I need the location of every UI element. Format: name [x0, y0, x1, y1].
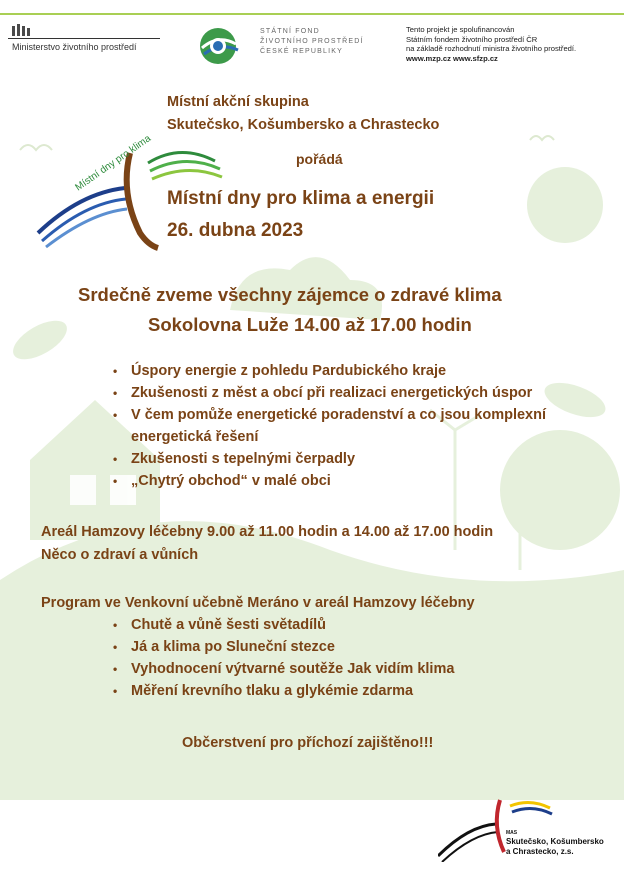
- state-fund-name: [260, 27, 364, 57]
- list-item: [113, 636, 611, 658]
- areal-hours: Areál Hamzovy léčebny 9.00 až 11.00 hodin a 14.00 až 17.00 hodin: [41, 524, 494, 540]
- program-item-text: Chutě a vůně šesti světadílů: [131, 617, 327, 633]
- topic-text: „Chytrý obchod“ v malé obci: [131, 473, 331, 489]
- bullet-icon: •: [113, 386, 118, 400]
- ministry-name: Ministerstvo životního prostředí: [12, 42, 137, 52]
- topic-text: Úspory energie z pohledu Pardubického kraje: [131, 363, 447, 379]
- invite-line: Srdečně zveme všechny zájemce o zdravé klima: [78, 284, 502, 305]
- bullet-icon: •: [113, 684, 118, 698]
- event-date: 26. dubna 2023: [167, 220, 304, 241]
- cofinancing-note: [406, 25, 624, 63]
- program-item-text: Já a klima po Sluneční stezce: [131, 639, 335, 655]
- cofinancing-line: Tento projekt je spolufinancován: [406, 25, 515, 34]
- cofinancing-line: na základě rozhodnutí ministra životního prostředí.: [406, 44, 577, 53]
- list-item: [113, 382, 611, 404]
- mas-footer-line: Skutečsko, Košumbersko: [506, 837, 604, 846]
- header-divider: [0, 13, 624, 15]
- program-heading: Program ve Venkovní učebně Meráno v areál Hamzovy léčebny: [41, 595, 475, 611]
- program-item-text: Měření krevního tlaku a glykémie zdarma: [131, 683, 414, 699]
- bullet-icon: •: [113, 640, 118, 654]
- organizer-verb: pořádá: [296, 151, 343, 167]
- bullet-icon: •: [113, 408, 118, 422]
- bullet-icon: •: [113, 474, 118, 488]
- list-item: [113, 404, 611, 448]
- topics-list: [113, 360, 611, 492]
- list-item: [113, 658, 611, 680]
- program-item-text: Vyhodnocení výtvarné soutěže Jak vidím klima: [131, 661, 455, 677]
- state-fund-line: STÁTNÍ FOND: [260, 28, 320, 35]
- cofinancing-line: Státním fondem životního prostředí ČR: [406, 34, 538, 44]
- topic-text: Zkušenosti s tepelnými čerpadly: [131, 451, 356, 467]
- bullet-icon: •: [113, 618, 118, 632]
- topic-text: V čem pomůže energetické poradenství a co jsou komplexní energetická řešení: [131, 407, 546, 445]
- list-item: [113, 470, 611, 492]
- mas-footer-name: [506, 830, 604, 857]
- state-fund-logo: [196, 26, 244, 66]
- logo-text: Místní dny pro klima: [73, 133, 154, 194]
- list-item: [113, 448, 611, 470]
- list-item: [113, 680, 611, 702]
- bullet-icon: •: [113, 364, 118, 378]
- list-item: [113, 614, 611, 636]
- refreshments-note: Občerstvení pro příchozí zajištěno!!!: [182, 735, 434, 751]
- mas-small-label: MAS: [506, 830, 518, 836]
- organizer-name: Skutečsko, Košumbersko a Chrastecko: [167, 117, 440, 133]
- state-fund-line: ČESKÉ REPUBLIKY: [260, 48, 343, 55]
- state-fund-line: ŽIVOTNÍHO PROSTŘEDÍ: [260, 38, 364, 45]
- event-title: Místní dny pro klima a energii: [167, 188, 435, 209]
- sun-icon: [527, 167, 603, 243]
- topic-text: Zkušenosti z měst a obcí při realizaci energetických úspor: [131, 385, 533, 401]
- areal-subtitle: Něco o zdraví a vůních: [41, 547, 199, 563]
- program-list: [113, 614, 611, 702]
- bullet-icon: •: [113, 662, 118, 676]
- organizer-line: Místní akční skupina: [167, 94, 309, 110]
- bullet-icon: •: [113, 452, 118, 466]
- venue-time: Sokolovna Luže 14.00 až 17.00 hodin: [148, 314, 472, 335]
- cofinancing-links: www.mzp.cz www.sfzp.cz: [406, 53, 498, 63]
- list-item: [113, 360, 611, 382]
- mas-footer-line: a Chrastecko, z.s.: [506, 847, 574, 856]
